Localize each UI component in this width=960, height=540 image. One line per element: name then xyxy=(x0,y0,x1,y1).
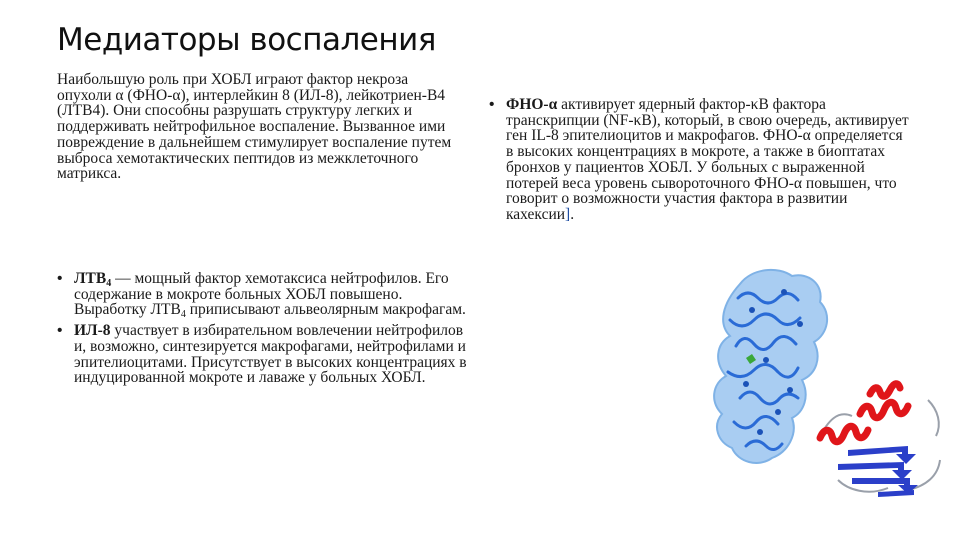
bullet-tnf-text: активирует ядерный фактор-κВ фактора транскрипции (NF-κB), который, в свою очередь, активирует ген IL-8 эпителиоцитов и макрофагов. ФНО-α определяется в высоких концентрациях в мокроте, а также в биоптатах бронхов у пациентов ХОБЛ. У больных с выраженной потерей веса уровень сывороточного ФНО-α повышен, что говорит о возможности участия фактора в развитии кахексии xyxy=(506,96,909,223)
term-tnf: ФНО-α xyxy=(506,96,558,113)
bullet-ltb4-text: — мощный фактор хемотаксиса нейтрофилов. Его содержание в мокроте больных ХОБЛ повышено. Выработку ЛТВ xyxy=(74,270,449,319)
page-title: Медиаторы воспаления xyxy=(57,22,436,58)
term-il8: ИЛ-8 xyxy=(74,322,111,340)
intro-paragraph: Наибольшую роль при ХОБЛ играют фактор некроза опухоли α (ФНО-α), интерлейкин 8 (ИЛ-8), лейкотриен-В4 (ЛТВ4). Они способны разрушать структуру легких и поддерживать нейтрофильное воспаление. Вызванное ими повреждение в дальнейшем стимулирует воспаление путем выброса хемотактических пептидов из межклеточного матрикса. xyxy=(57,71,452,183)
reference-link[interactable]: ] xyxy=(565,205,571,223)
bullet-tnf: • ФНО-α активирует ядерный фактор-κВ фактора транскрипции (NF-κB), который, в свою очередь, активирует ген IL-8 эпителиоцитов и макрофагов. ФНО-α определяется в высоких концентрациях в мокроте, а также в биоптатах бронхов у пациентов ХОБЛ. У больных с выраженной потерей веса уровень сывороточного ФНО-α повышен, что говорит о возможности участия фактора в развитии кахексии]. xyxy=(489,97,909,223)
right-bullet-list xyxy=(489,97,909,223)
left-bullet-list xyxy=(57,271,469,391)
bullet-il8-text: участвует в избирательном вовлечении нейтрофилов и, возможно, синтезируется макрофагами, нейтрофилами и эпителиоцитами. Присутствует в высоких концентрациях в индуцированной мокроте и лаваже у больных ХОБЛ. xyxy=(74,322,467,387)
protein-ribbon-image xyxy=(808,380,948,502)
bullet-il8 xyxy=(57,323,469,386)
term-ltb4: $ЛТВ_4$ xyxy=(74,270,112,289)
bullet-ltb4: • $ЛТВ_4$ — мощный фактор хемотаксиса нейтрофилов. Его содержание в мокроте больных ХОБЛ повышено. Выработку $ЛТВ_4$ приписывают альвеолярным макрофагам. xyxy=(57,271,469,318)
